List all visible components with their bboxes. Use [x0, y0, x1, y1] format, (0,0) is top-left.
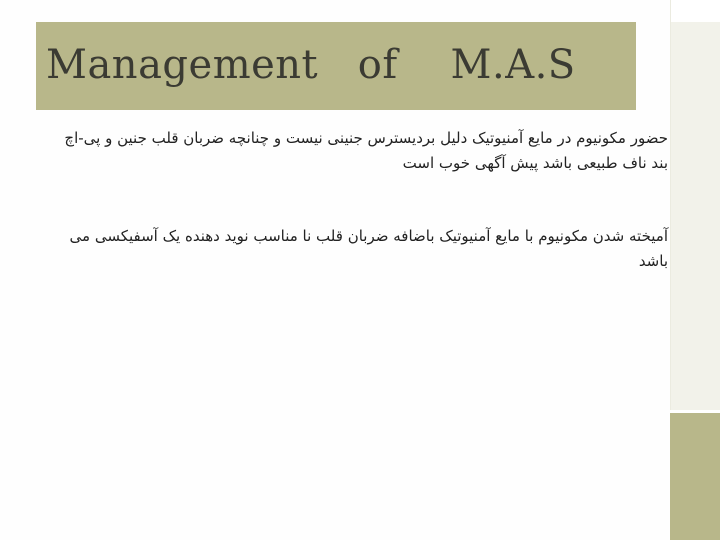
slide-title: Management of M.A.S	[46, 42, 576, 88]
right-strip-top	[670, 0, 720, 22]
right-strip-panel	[670, 22, 720, 410]
right-strip-divider	[670, 410, 720, 413]
body-paragraph-2: آمیخته شدن مکونیوم با مایع آمنیوتیک باضافه ضربان قلب نا مناسب نوید دهنده یک آسفیکسی می باشد	[69, 227, 668, 270]
right-strip-accent	[670, 410, 720, 540]
title-band	[36, 22, 636, 110]
body-paragraph-1: حضور مکونیوم در مایع آمنیوتیک دلیل بردیسترس جنینی نیست و چنانچه ضربان قلب جنین و پی-اچ بند ناف طبیعی باشد پیش آگهی خوب است	[64, 129, 668, 172]
